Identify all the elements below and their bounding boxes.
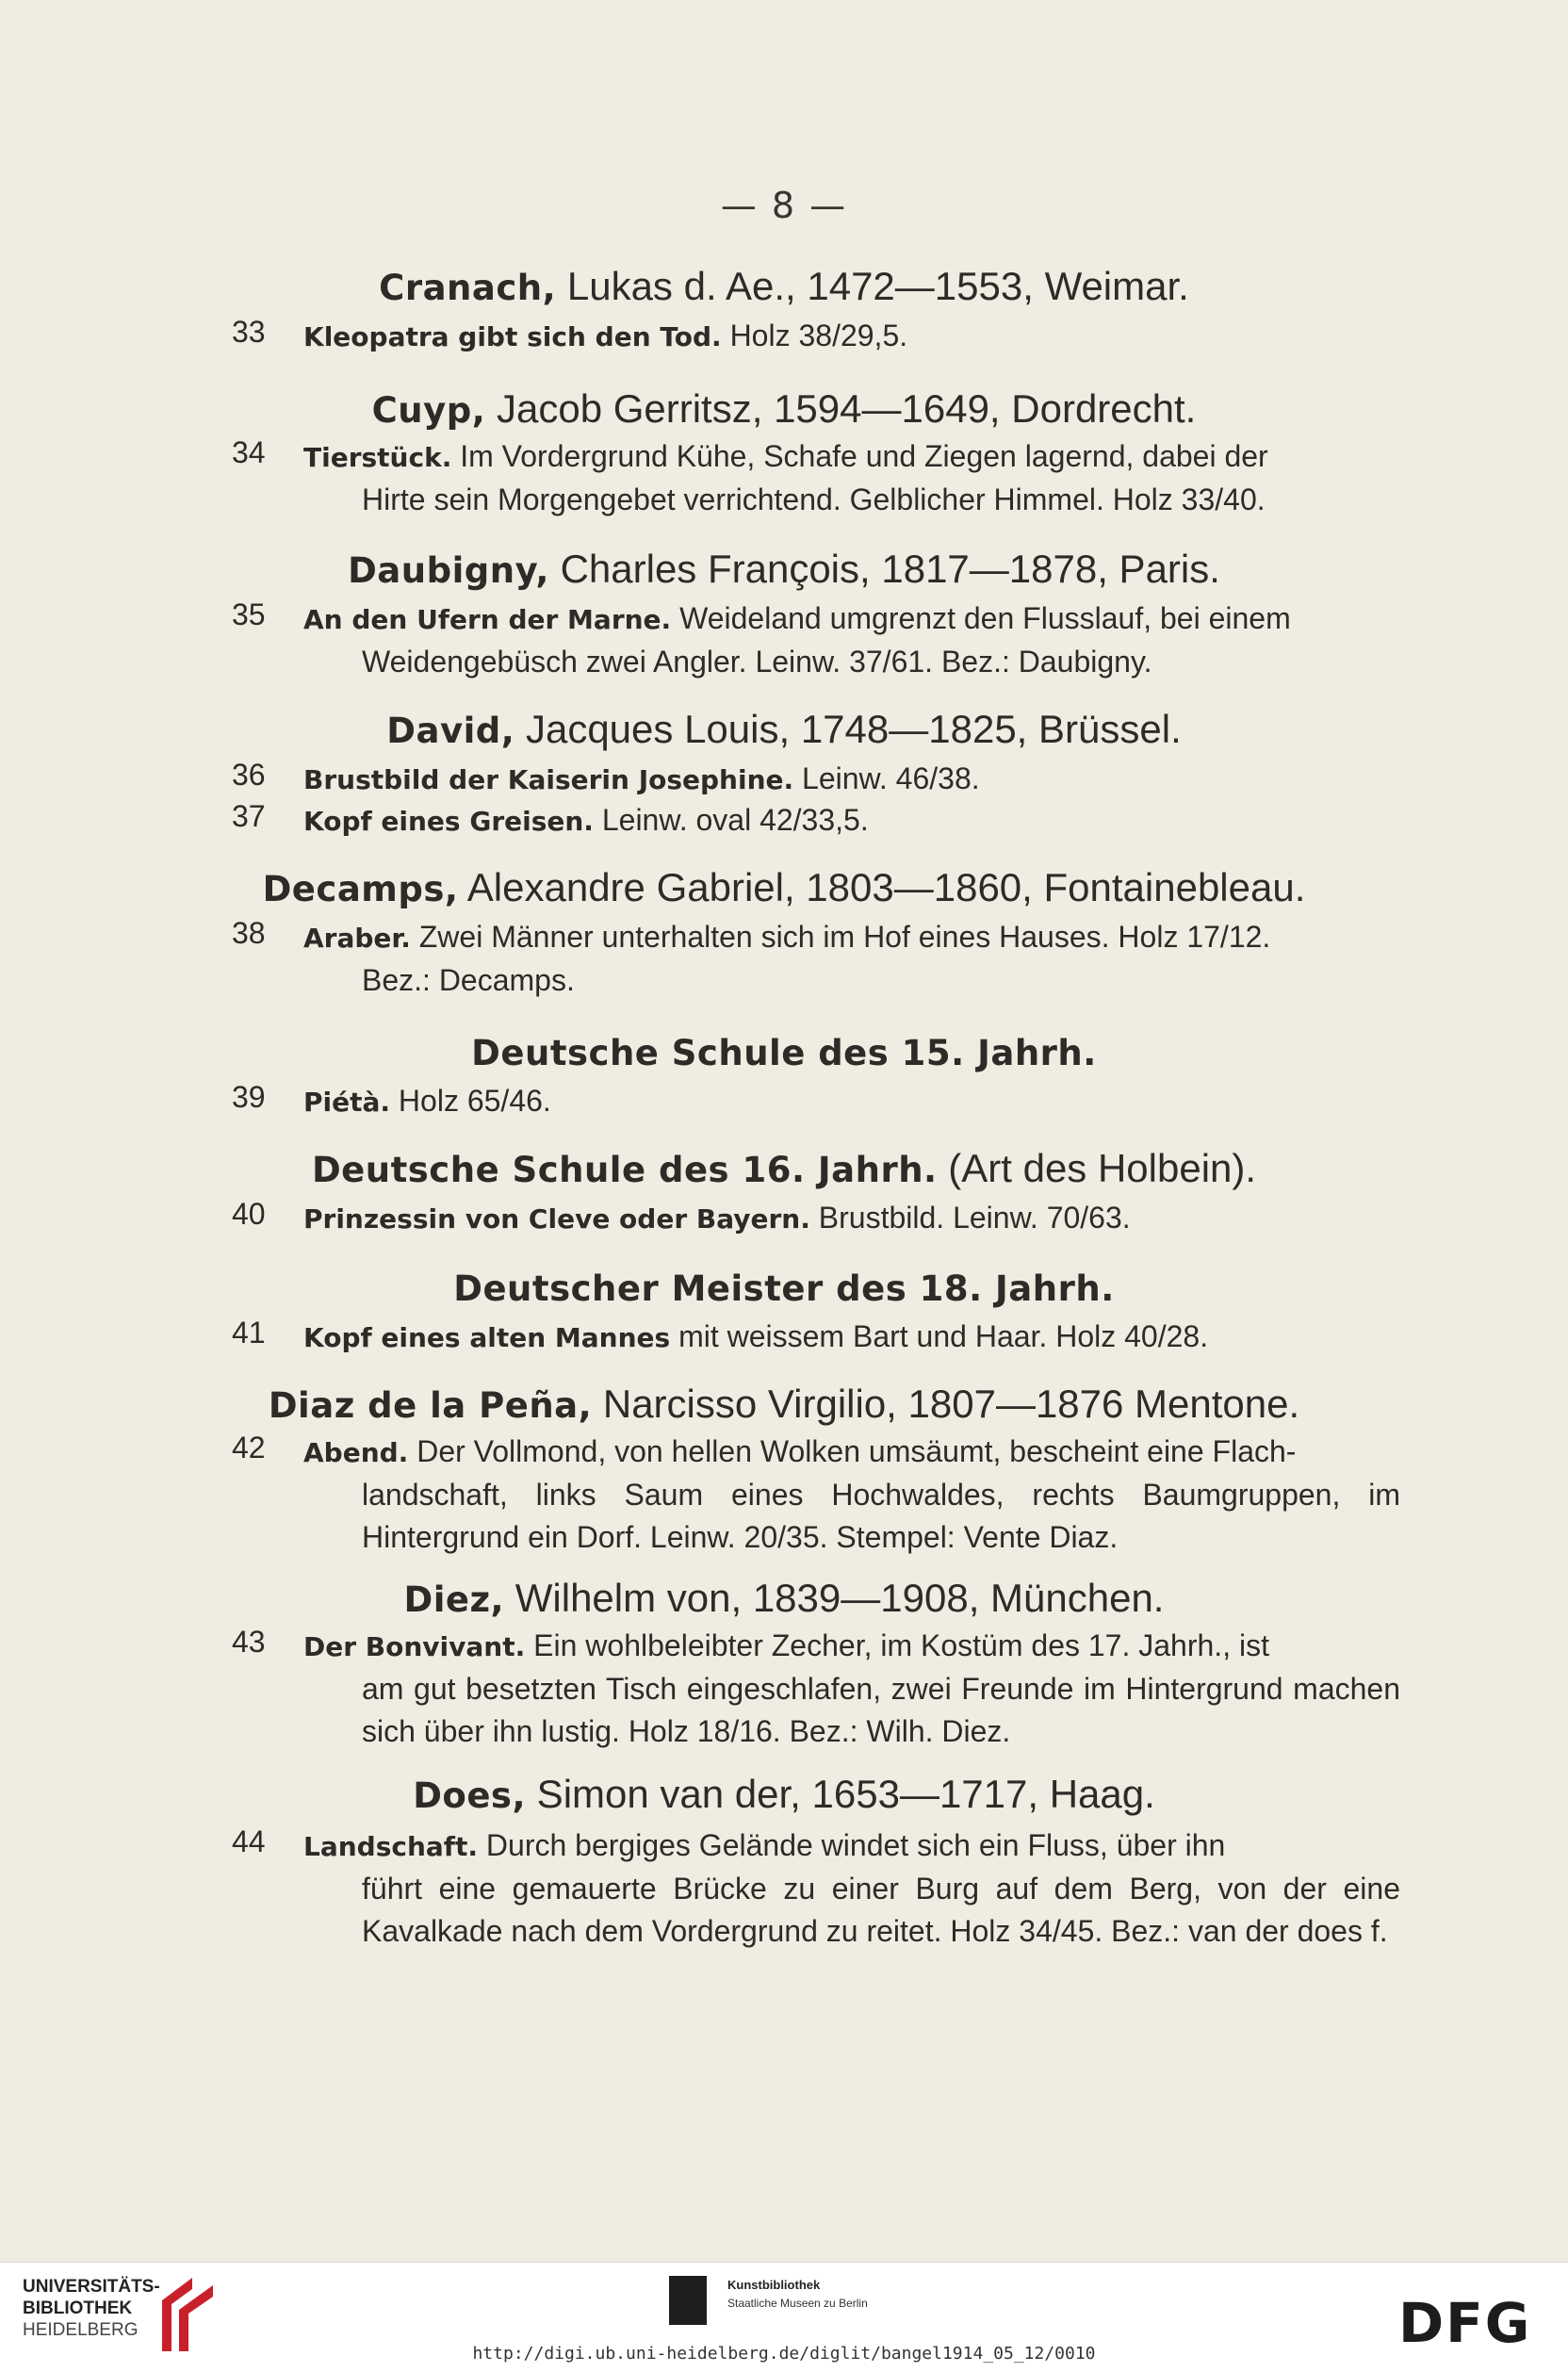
entry-number: 43 (232, 1625, 266, 1659)
entry-continuation: am gut besetzten Tisch eingeschlafen, zwei Freunde im Hintergrund machen sich über ihn lustig. Holz 18/16. Bez.: Wilh. Diez. (362, 1672, 1400, 1748)
uni-logo-line3: HEIDELBERG (23, 2320, 139, 2340)
entry-title: Brustbild der Kaiserin Josephine. (303, 764, 794, 795)
artist-details: Charles François, 1817—1878, Paris. (548, 547, 1220, 591)
kb-subtitle: Staatliche Museen zu Berlin (727, 2297, 868, 2310)
artist-name: Cuyp, (371, 390, 486, 431)
entry-number: 44 (232, 1824, 266, 1858)
entry-description: Brustbild. Leinw. 70/63. (809, 1201, 1131, 1235)
artist-heading (0, 865, 1568, 910)
artist-name: Daubigny, (348, 550, 549, 591)
entry-title: Prinzessin von Cleve oder Bayern. (303, 1203, 810, 1235)
entry-number: 37 (232, 799, 266, 833)
artist-heading (0, 1772, 1568, 1817)
artist-details: (Art des Holbein). (937, 1146, 1257, 1190)
entry-title: Araber. (303, 923, 411, 954)
artist-name: Diaz de la Peña, (268, 1385, 593, 1426)
uni-logo-line2: BIBLIOTHEK (23, 2298, 133, 2318)
entry-number: 36 (232, 758, 266, 792)
artist-name: Does, (413, 1775, 527, 1816)
university-library-logo[interactable] (23, 2276, 160, 2341)
entry-title: Tierstück. (303, 442, 452, 473)
entry-description: Holz 65/46. (390, 1084, 551, 1118)
artist-heading (0, 1265, 1568, 1310)
artist-details: Jacob Gerritsz, 1594—1649, Dordrecht. (485, 386, 1197, 431)
artist-name: Cranach, (379, 268, 557, 308)
artist-heading (0, 1029, 1568, 1074)
entry-description: Weideland umgrenzt den Flusslauf, bei einem (671, 601, 1291, 635)
digitization-footer (0, 2262, 1568, 2372)
entry-description: Durch bergiges Gelände windet sich ein Fluss, über ihn (478, 1828, 1226, 1862)
artist-details: Jacques Louis, 1748—1825, Brüssel. (514, 707, 1182, 751)
artist-heading (0, 547, 1568, 592)
entry-description: mit weissem Bart und Haar. Holz 40/28. (670, 1319, 1209, 1353)
artist-details: Narcisso Virgilio, 1807—1876 Mentone. (592, 1382, 1300, 1426)
entry-description: Leinw. oval 42/33,5. (593, 803, 869, 837)
entry-description: Der Vollmond, von hellen Wolken umsäumt, bescheint eine Flach- (408, 1434, 1297, 1468)
kunstbibliothek-logo-icon (669, 2276, 707, 2325)
kunstbibliothek-label[interactable] (727, 2276, 868, 2312)
artist-name: Deutsche Schule des 15. Jahrh. (471, 1033, 1097, 1073)
entry-continuation: führt eine gemauerte Brücke zu einer Burg auf dem Berg, von der eine Kavalkade nach dem Vordergrund zu reitet. Holz 34/45. Bez.: van der does f. (362, 1872, 1400, 1948)
entry-number: 42 (232, 1431, 266, 1464)
entry-description: Zwei Männer unterhalten sich im Hof eines Hauses. Holz 17/12. (410, 920, 1271, 954)
artist-heading (0, 1576, 1568, 1621)
artist-name: Deutscher Meister des 18. Jahrh. (453, 1268, 1115, 1309)
artist-name: David, (386, 711, 515, 751)
entry-number: 34 (232, 435, 266, 469)
entry-title: Der Bonvivant. (303, 1631, 526, 1662)
artist-heading (0, 1382, 1568, 1427)
artist-details: Simon van der, 1653—1717, Haag. (526, 1772, 1155, 1816)
page-number: — 8 — (720, 185, 848, 226)
artist-heading (0, 264, 1568, 309)
source-url-link[interactable]: http://digi.ub.uni-heidelberg.de/diglit/bangel1914_05_12/0010 (472, 2344, 1096, 2364)
artist-details: Wilhelm von, 1839—1908, München. (504, 1576, 1165, 1620)
entry-description: Leinw. 46/38. (793, 761, 980, 795)
entry-number: 41 (232, 1316, 266, 1350)
artist-details: Lukas d. Ae., 1472—1553, Weimar. (556, 264, 1189, 308)
artist-heading (0, 1146, 1568, 1191)
kb-name: Kunstbibliothek (727, 2278, 821, 2292)
entry-title: Abend. (303, 1437, 409, 1468)
artist-details: Alexandre Gabriel, 1803—1860, Fontainebleau. (458, 865, 1306, 909)
artist-heading (0, 707, 1568, 752)
dfg-logo[interactable]: DFG (1398, 2291, 1532, 2355)
entry-title: Piétà. (303, 1087, 391, 1118)
entry-number: 33 (232, 315, 266, 349)
entry-number: 38 (232, 916, 266, 950)
artist-name: Decamps, (262, 869, 459, 909)
entry-title: Landschaft. (303, 1831, 479, 1862)
entry-number: 39 (232, 1080, 266, 1114)
entry-description: Holz 38/29,5. (721, 319, 908, 352)
entry-title: An den Ufern der Marne. (303, 604, 672, 635)
entry-title: Kopf eines Greisen. (303, 806, 594, 837)
artist-heading (0, 386, 1568, 432)
entry-continuation: Weidengebüsch zwei Angler. Leinw. 37/61. Bez.: Daubigny. (362, 645, 1152, 679)
entry-continuation: Hirte sein Morgengebet verrichtend. Gelblicher Himmel. Holz 33/40. (362, 483, 1266, 516)
entry-title: Kleopatra gibt sich den Tod. (303, 321, 722, 352)
entry-description: Im Vordergrund Kühe, Schafe und Ziegen lagernd, dabei der (451, 439, 1268, 473)
university-mark-icon (155, 2272, 220, 2355)
entry-description: Ein wohlbeleibter Zecher, im Kostüm des 17. Jahrh., ist (525, 1628, 1269, 1662)
entry-continuation: landschaft, links Saum eines Hochwaldes, rechts Baumgruppen, im Hintergrund ein Dorf. Leinw. 20/35. Stempel: Vente Diaz. (362, 1478, 1400, 1554)
entry-continuation: Bez.: Decamps. (362, 963, 575, 997)
entry-title: Kopf eines alten Mannes (303, 1322, 671, 1353)
uni-logo-line1: UNIVERSITÄTS- (23, 2277, 160, 2297)
artist-name: Diez, (403, 1579, 505, 1620)
entry-number: 35 (232, 597, 266, 631)
artist-name: Deutsche Schule des 16. Jahrh. (311, 1150, 938, 1190)
entry-number: 40 (232, 1197, 266, 1231)
